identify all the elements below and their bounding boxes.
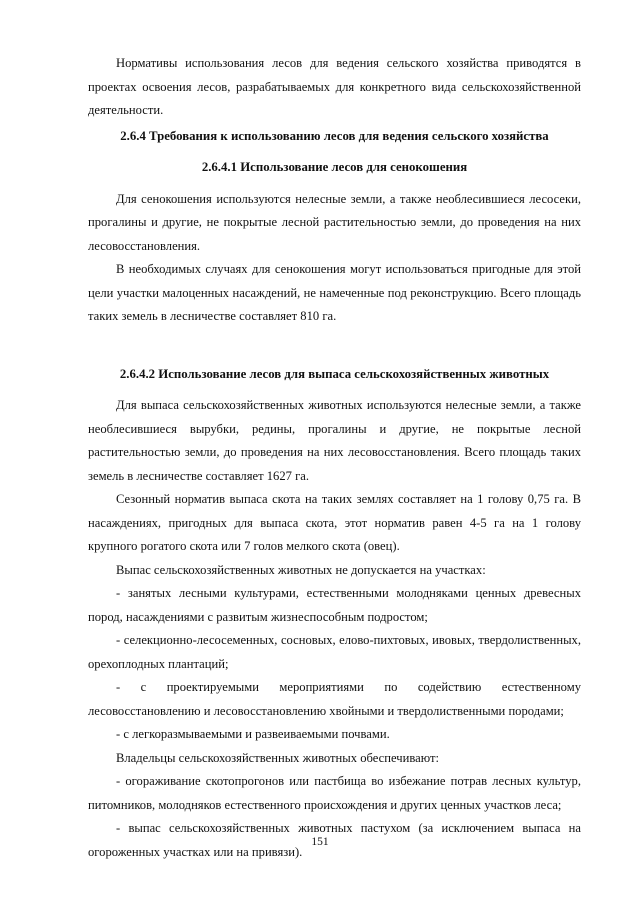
section-heading-2-6-4: 2.6.4 Требования к использованию лесов для ведения сельского хозяйства <box>120 128 549 143</box>
list-item-soils: - с легкоразмываемыми и развеиваемыми почвами. <box>116 727 390 741</box>
paragraph-haymaking-land: Для сенокошения используются нелесные земли, а также необлесившиеся лесосеки, прогалины и другие, не покрытые лесной растительностью земли, до проведения на них лесовосстановления. <box>88 191 581 253</box>
list-item-forest-cultures: - занятых лесными культурами, естественными молодняками ценных древесных пород, насаждениями с развитым жизнеспособным подростом; <box>88 586 581 624</box>
document-page <box>88 52 581 864</box>
paragraph-grazing-prohibited: Выпас сельскохозяйственных животных не допускается на участках: <box>116 562 486 577</box>
list-item-plantations: - селекционно-лесосеменных, сосновых, елово-пихтовых, ивовых, твердолиственных, орехоплодных плантаций; <box>88 633 581 671</box>
list-item-reforestation: - с проектируемыми мероприятиями по содействию естественному лесовосстановлению и лесовосстановлению хвойными и твердолиственными породами; <box>88 680 581 718</box>
paragraph-grazing-norm: Сезонный норматив выпаса скота на таких землях составляет на 1 голову 0,75 га. В насаждениях, пригодных для выпаса скота, этот норматив равен 4-5 га на 1 голову крупного рогатого скота или 7 голов мелкого скота (овец). <box>88 492 581 553</box>
section-heading-2-6-4-2: 2.6.4.2 Использование лесов для выпаса сельскохозяйственных животных <box>119 366 550 381</box>
list-item-shepherd: - выпас сельскохозяйственных животных пастухом (за исключением выпаса на огороженных участках или на привязи). <box>88 821 581 859</box>
page-number: 151 <box>311 836 329 848</box>
paragraph-haymaking-area: В необходимых случаях для сенокошения могут использоваться пригодные для этой цели участки малоценных насаждений, не намеченные под реконструкцию. Всего площадь таких земель в лесничестве составляет 810 га. <box>88 262 581 323</box>
list-item-fencing: - огораживание скотопрогонов или пастбища во избежание потрав лесных культур, питомников, молодняков естественного происхождения и других ценных участков леса; <box>88 774 581 812</box>
paragraph-grazing-land: Для выпаса сельскохозяйственных животных используются нелесные земли, а также необлесившиеся вырубки, редины, прогалины и другие, не покрытые лесной растительностью земли, до проведения на них лесовосстановления. Всего площадь таких земель в лесничестве составляет 1627 га. <box>88 398 581 483</box>
paragraph-intro: Нормативы использования лесов для ведения сельского хозяйства приводятся в проектах освоения лесов, разрабатываемых для конкретного вида сельскохозяйственной деятельности. <box>88 56 581 117</box>
section-heading-2-6-4-1: 2.6.4.1 Использование лесов для сенокошения <box>201 160 468 174</box>
paragraph-owners-ensure: Владельцы сельскохозяйственных животных обеспечивают: <box>116 750 439 765</box>
